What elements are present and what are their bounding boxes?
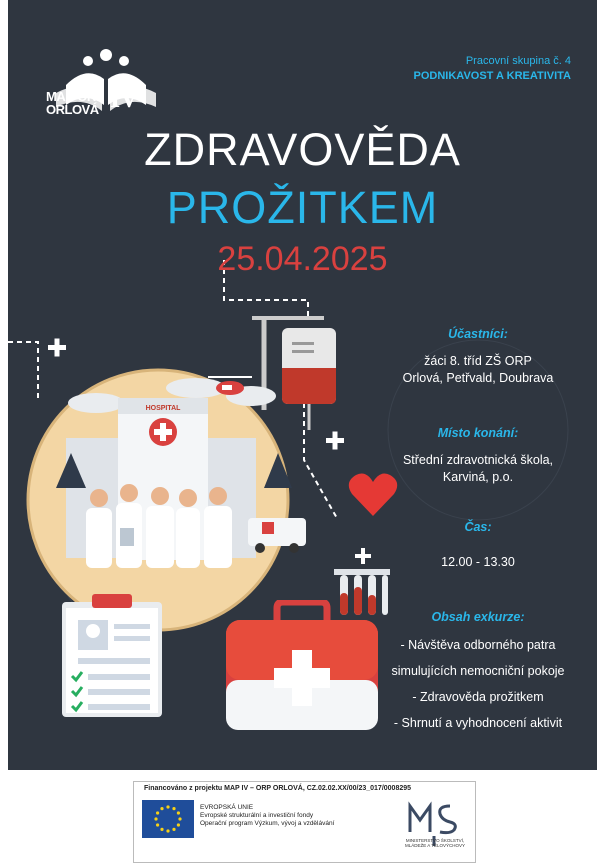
msmt-line-1: MINISTERSTVO ŠKOLSTVÍ, [405,838,465,843]
content-item: simulujících nemocniční pokoje [391,664,565,678]
group-name: PODNIKAVOST A KREATIVITA [413,70,571,82]
funding-footer [133,781,476,863]
helicopter-icon [206,374,256,398]
title-line-1: ZDRAVOVĚDA [144,124,461,175]
eu-flag-icon [142,800,194,838]
logo-line-1: MAP-ORP [46,89,104,104]
eu-line-3: Operační program Výzkum, vývoj a vzdělávání [200,820,335,827]
eu-line-1: EVROPSKÁ UNIE [200,804,254,811]
eu-line-2: Evropské strukturální a investiční fondy [200,812,314,819]
logo-line-2: ORLOVÁ [46,102,99,117]
content-item: - Návštěva odborného patra [400,638,556,652]
content-item: - Zdravověda prožitkem [412,690,544,704]
work-group [414,54,571,84]
event-date: 25.04.2025 [217,240,388,278]
participants-value-2: Orlová, Petřvald, Doubrava [402,371,554,385]
msmt-text [396,838,474,848]
location-value-2: Karviná, p.o. [442,470,514,484]
logo-text [46,84,138,117]
poster-background [8,0,597,770]
msmt-line-2: MLÁDEŽE A TĚLOVÝCHOVY [405,843,465,848]
first-aid-kit-icon [222,600,382,740]
title-line-2: PROŽITKEM [166,182,439,233]
group-label: Pracovní skupina č. 4 [465,55,571,67]
content-item: - Shrnutí a vyhodnocení aktivit [393,716,563,730]
eu-text [200,804,334,828]
hospital-sign: HOSPITAL [145,405,181,412]
location-value-1: Střední zdravotnická škola, [402,453,554,467]
location-label: Místo konání: [437,426,519,440]
participants-label: Účastníci: [448,327,508,341]
time-value: 12.00 - 13.30 [441,555,515,569]
logo-iv: IV [110,84,138,113]
time-label: Čas: [464,520,492,534]
funding-text: Financováno z projektu MAP IV – ORP ORLOVÁ, CZ.02.02.XX/00/23_017/0008295 [144,785,412,792]
content-label: Obsah exkurze: [431,610,525,624]
clipboard-icon [58,594,168,719]
participants-value-1: žáci 8. tříd ZŠ ORP [424,354,532,368]
